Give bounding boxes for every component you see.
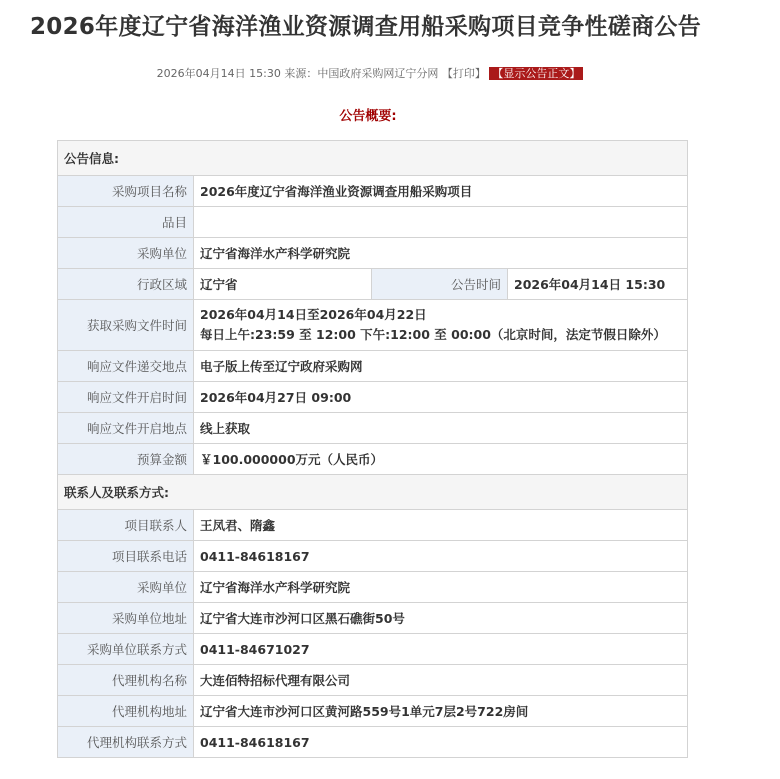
publish-datetime: 2026年04月14日 15:30: [156, 67, 281, 80]
purchaser-address-value: 辽宁省大连市沙河口区黑石礁街50号: [194, 603, 688, 634]
purchaser2-label: 采购单位: [58, 572, 194, 603]
doc-time-label: 获取采购文件时间: [58, 300, 194, 351]
doc-time-daily: 每日上午:23:59 至 12:00 下午:12:00 至 00:00（北京时间，法定节假日除外）: [200, 327, 666, 342]
page-title: 2026年度辽宁省海洋渔业资源调查用船采购项目竞争性磋商公告: [30, 14, 702, 40]
purchaser-address-label: 采购单位地址: [58, 603, 194, 634]
print-link[interactable]: 【打印】: [441, 67, 486, 80]
purchaser-value: 辽宁省海洋水产科学研究院: [194, 238, 688, 269]
budget-value: ￥100.000000万元（人民币）: [194, 444, 688, 475]
project-name-value: 2026年度辽宁省海洋渔业资源调查用船采购项目: [194, 176, 688, 207]
table-row: [58, 634, 688, 665]
source-label: 来源：: [284, 67, 318, 80]
table-row: [58, 727, 688, 758]
region-value: 辽宁省: [194, 269, 372, 300]
open-place-value: 线上获取: [194, 413, 688, 444]
table-row: [58, 413, 688, 444]
meta-line: [0, 65, 740, 81]
table-row: [58, 238, 688, 269]
table-row: [58, 351, 688, 382]
contact-phone-label: 项目联系电话: [58, 541, 194, 572]
budget-label: 预算金额: [58, 444, 194, 475]
section-announcement-info: 公告信息:: [58, 141, 688, 176]
show-main-text-button[interactable]: 【显示公告正文】: [489, 67, 583, 80]
project-name-label: 采购项目名称: [58, 176, 194, 207]
table-row: [58, 382, 688, 413]
section-contact: 联系人及联系方式:: [58, 475, 688, 510]
contact-person-value: 王凤君、隋鑫: [194, 510, 688, 541]
open-time-label: 响应文件开启时间: [58, 382, 194, 413]
table-row: [58, 300, 688, 351]
open-place-label: 响应文件开启地点: [58, 413, 194, 444]
contact-phone-value: 0411-84618167: [194, 541, 688, 572]
agency-contact-value: 0411-84618167: [194, 727, 688, 758]
table-row: [58, 665, 688, 696]
announce-time-value: 2026年04月14日 15:30: [508, 269, 688, 300]
purchaser2-value: 辽宁省海洋水产科学研究院: [194, 572, 688, 603]
table-row: [58, 603, 688, 634]
announcement-table: [57, 140, 688, 758]
purchaser-label: 采购单位: [58, 238, 194, 269]
region-label: 行政区域: [58, 269, 194, 300]
item-value: [194, 207, 688, 238]
agency-address-label: 代理机构地址: [58, 696, 194, 727]
doc-time-range: 2026年04月14日至2026年04月22日: [200, 307, 427, 322]
table-row: [58, 510, 688, 541]
table-row: [58, 207, 688, 238]
announce-time-label: 公告时间: [372, 269, 508, 300]
summary-heading: 公告概要:: [339, 109, 397, 124]
table-row: [58, 444, 688, 475]
submit-place-value: 电子版上传至辽宁政府采购网: [194, 351, 688, 382]
agency-contact-label: 代理机构联系方式: [58, 727, 194, 758]
doc-time-value: [194, 300, 688, 351]
purchaser-contact-label: 采购单位联系方式: [58, 634, 194, 665]
table-row: [58, 269, 688, 300]
purchaser-contact-value: 0411-84671027: [194, 634, 688, 665]
table-row: [58, 176, 688, 207]
table-row: [58, 541, 688, 572]
section-row: [58, 141, 688, 176]
agency-address-value: 辽宁省大连市沙河口区黄河路559号1单元7层2号722房间: [194, 696, 688, 727]
source-name: 中国政府采购网辽宁分网: [317, 67, 439, 80]
agency-name-label: 代理机构名称: [58, 665, 194, 696]
open-time-value: 2026年04月27日 09:00: [194, 382, 688, 413]
contact-person-label: 项目联系人: [58, 510, 194, 541]
agency-name-value: 大连佰特招标代理有限公司: [194, 665, 688, 696]
table-row: [58, 696, 688, 727]
item-label: 品目: [58, 207, 194, 238]
submit-place-label: 响应文件递交地点: [58, 351, 194, 382]
table-row: [58, 572, 688, 603]
section-row: [58, 475, 688, 510]
